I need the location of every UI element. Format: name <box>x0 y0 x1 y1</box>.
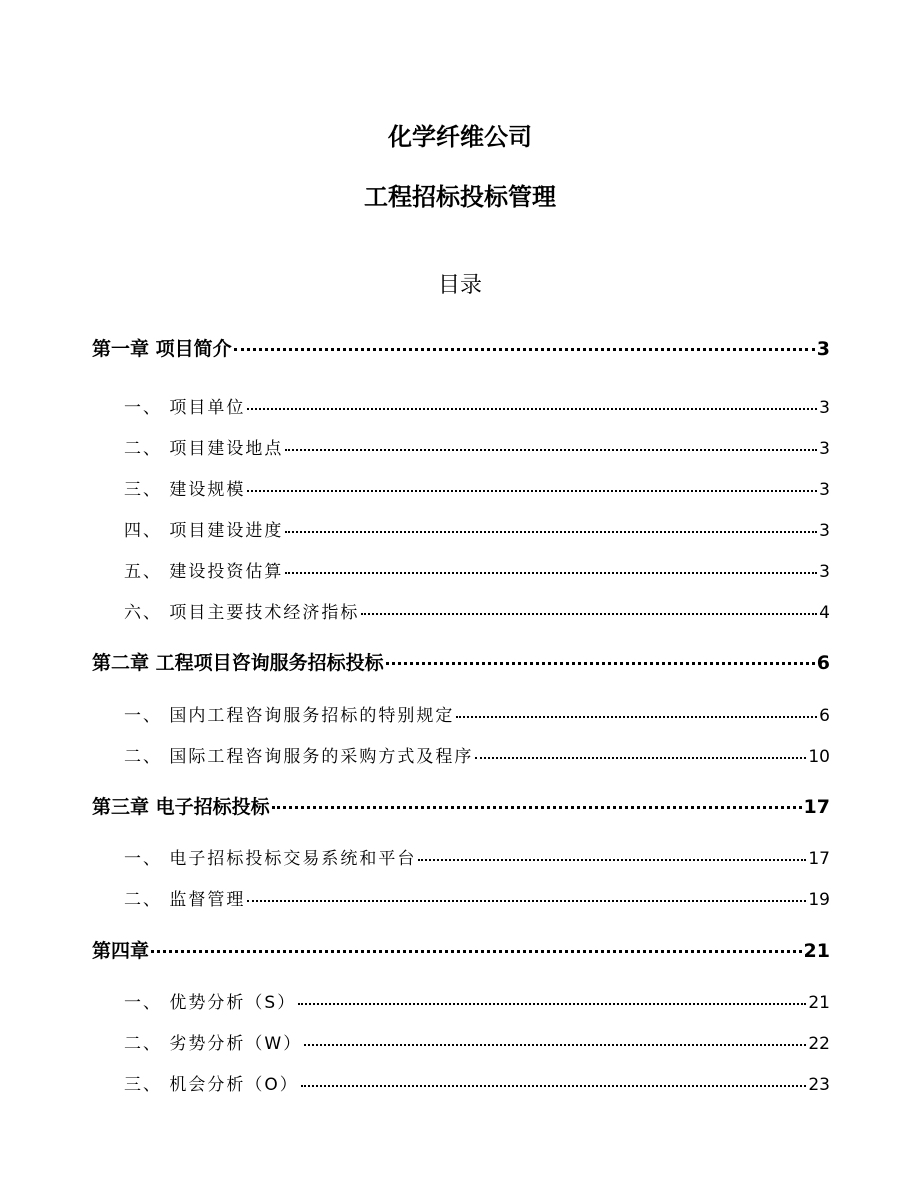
dot-leader <box>361 613 817 615</box>
toc-section-1-4[interactable] <box>124 520 830 542</box>
toc-entry-label: 三、 机会分析（O） <box>124 1075 299 1095</box>
toc-entry-label: 二、 监督管理 <box>124 890 246 910</box>
toc-entry-label: 第三章 电子招标投标 <box>92 796 270 818</box>
toc-section-4-3[interactable] <box>124 1074 830 1096</box>
dot-leader <box>285 449 817 451</box>
toc-page-number: 19 <box>808 890 830 910</box>
toc-section-1-1[interactable] <box>124 397 830 419</box>
toc-section-1-3[interactable] <box>124 479 830 501</box>
toc-entry-label: 一、 优势分析（S） <box>124 993 297 1013</box>
toc-page-number: 3 <box>819 562 830 582</box>
dot-leader <box>272 806 802 809</box>
toc-page-number: 3 <box>819 439 830 459</box>
toc-section-4-1[interactable] <box>124 992 830 1014</box>
dot-leader <box>298 1003 806 1005</box>
toc-entry-label: 一、 电子招标投标交易系统和平台 <box>124 849 417 869</box>
toc-page-number: 3 <box>819 521 830 541</box>
toc-entry-label: 四、 项目建设进度 <box>124 521 284 541</box>
toc-entry-label: 一、 项目单位 <box>124 398 246 418</box>
toc-section-1-5[interactable] <box>124 561 830 583</box>
toc-section-4-2[interactable] <box>124 1033 830 1055</box>
dot-leader <box>285 531 817 533</box>
toc-entry-label: 第二章 工程项目咨询服务招标投标 <box>92 652 384 674</box>
toc-entry-label: 一、 国内工程咨询服务招标的特别规定 <box>124 706 455 726</box>
dot-leader <box>234 348 815 351</box>
toc-page-number: 6 <box>816 652 830 674</box>
toc-page-number: 21 <box>803 940 830 962</box>
dot-leader <box>386 662 815 665</box>
dot-leader <box>247 490 817 492</box>
toc-entry-label: 六、 项目主要技术经济指标 <box>124 603 360 623</box>
toc-chapter-1[interactable] <box>92 337 830 361</box>
toc-entry-label: 二、 劣势分析（W） <box>124 1034 303 1054</box>
toc-section-1-6[interactable] <box>124 602 830 624</box>
toc-section-2-2[interactable] <box>124 746 830 768</box>
toc-page-number: 3 <box>816 338 830 360</box>
toc-page-number: 21 <box>808 993 830 1013</box>
toc-chapter-4[interactable] <box>92 939 830 963</box>
dot-leader <box>456 716 817 718</box>
toc-page-number: 23 <box>808 1075 830 1095</box>
document-title: 工程招标投标管理 <box>364 183 556 211</box>
toc-page-number: 3 <box>819 480 830 500</box>
toc-page-number: 17 <box>803 796 830 818</box>
toc-section-1-2[interactable] <box>124 438 830 460</box>
toc-entry-label: 第四章 <box>92 940 150 962</box>
dot-leader <box>418 859 806 861</box>
toc-page-number: 22 <box>808 1034 830 1054</box>
dot-leader <box>247 900 806 902</box>
dot-leader <box>247 408 817 410</box>
dot-leader <box>151 950 802 953</box>
toc-heading: 目录 <box>437 273 482 298</box>
toc-entry-label: 二、 项目建设地点 <box>124 439 284 459</box>
toc-entry-label: 第一章 项目简介 <box>92 338 232 360</box>
toc-chapter-3[interactable] <box>92 795 830 819</box>
toc-page-number: 17 <box>808 849 830 869</box>
toc-entry-label: 五、 建设投资估算 <box>124 562 284 582</box>
toc-page-number: 10 <box>808 747 830 767</box>
dot-leader <box>304 1044 806 1046</box>
toc-page-number: 4 <box>819 603 830 623</box>
toc-entry-label: 二、 国际工程咨询服务的采购方式及程序 <box>124 747 474 767</box>
toc-chapter-2[interactable] <box>92 651 830 675</box>
dot-leader <box>475 757 806 759</box>
company-title: 化学纤维公司 <box>388 123 532 151</box>
dot-leader <box>301 1085 807 1087</box>
toc-section-3-1[interactable] <box>124 848 830 870</box>
toc-page-number: 3 <box>819 398 830 418</box>
dot-leader <box>285 572 817 574</box>
toc-page-number: 6 <box>819 706 830 726</box>
toc-section-2-1[interactable] <box>124 705 830 727</box>
toc-section-3-2[interactable] <box>124 889 830 911</box>
toc-entry-label: 三、 建设规模 <box>124 480 246 500</box>
